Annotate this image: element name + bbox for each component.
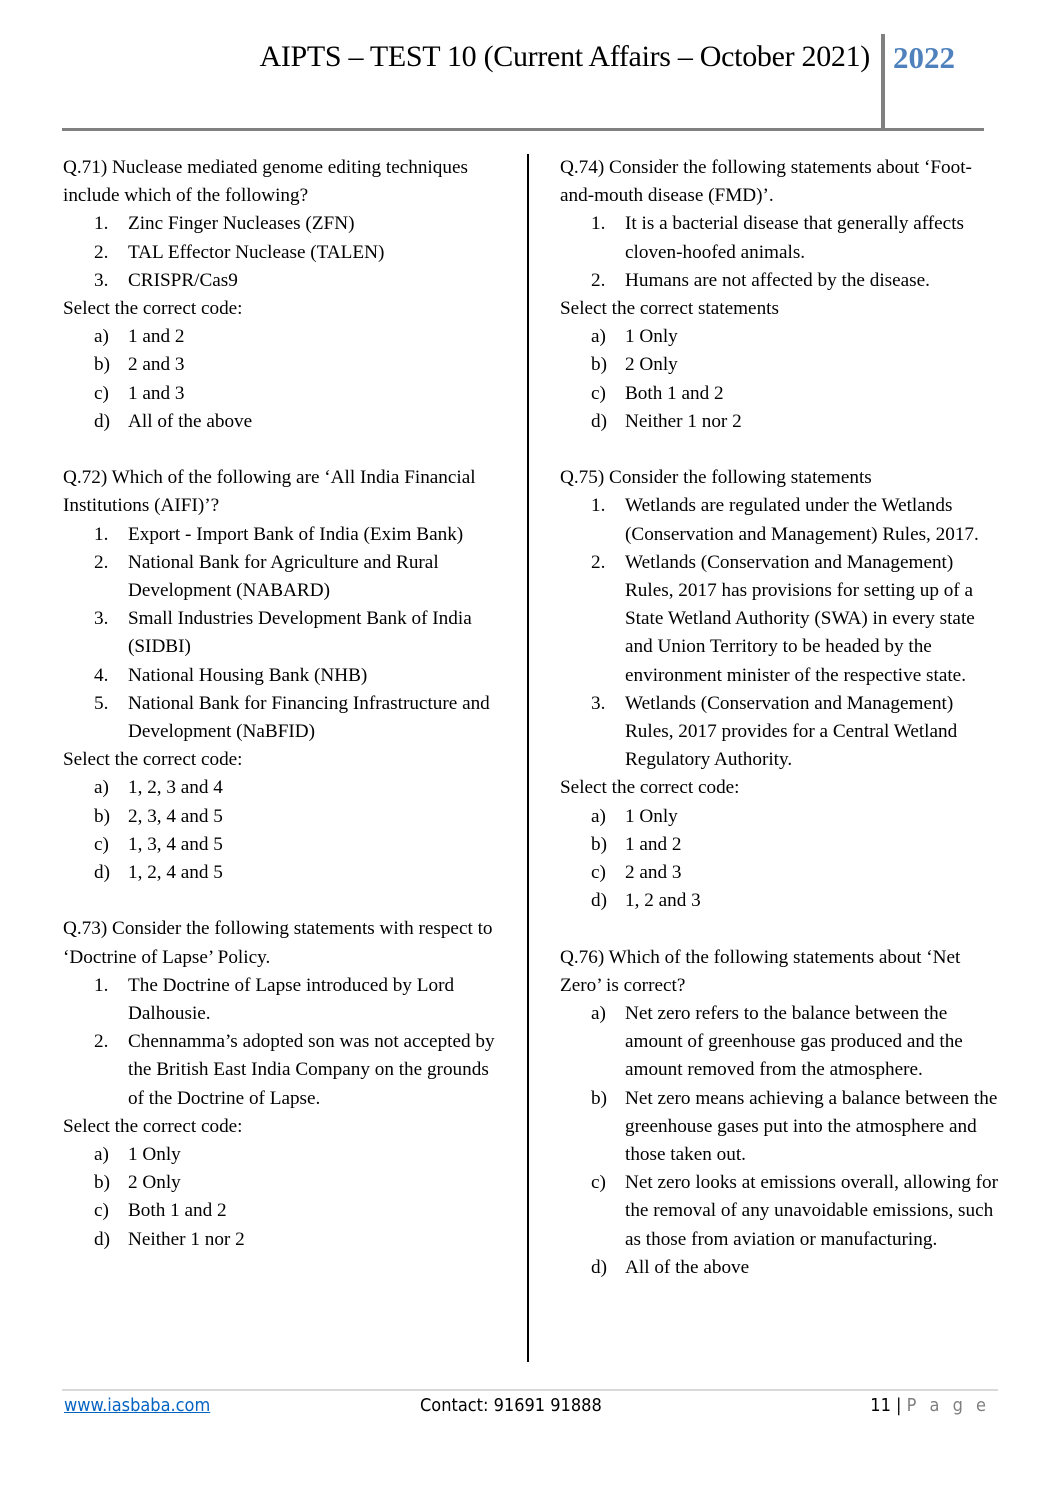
option-text: 1, 2, 3 and 4 [128,777,223,799]
option-text: Neither 1 nor 2 [128,1228,245,1250]
left-column [63,154,508,1282]
answer-prompt: Select the correct code: [560,777,740,799]
option-text: Net zero looks at emissions overall, allowing for the removal of any unavoidable emissions, such as those from aviation or manufacturing. [625,1172,999,1250]
column-divider [527,154,529,1362]
option-letter: d) [591,890,607,912]
header-divider [881,34,885,131]
statement-item [63,662,508,690]
question-stem: Q.76) Which of the following statements about ‘Net Zero’ is correct? [560,946,961,996]
answer-option [560,1254,1000,1282]
option-text: Both 1 and 2 [625,382,724,404]
option-letter: b) [591,833,607,855]
statement-item [63,605,508,661]
statement-item [63,210,508,238]
answer-option [63,323,508,351]
question-stem: Q.71) Nuclease mediated genome editing techniques include which of the following? [63,157,468,207]
answer-option [63,1169,508,1197]
answer-option [63,1141,508,1169]
question-stem: Q.74) Consider the following statements about ‘Foot-and-mouth disease (FMD)’. [560,157,972,207]
statement-number: 1. [94,523,109,545]
option-text: 2, 3, 4 and 5 [128,805,223,827]
contact-info: Contact: 91691 91888 [420,1395,602,1416]
option-text: 1 Only [625,805,678,827]
answer-option [63,380,508,408]
option-text: Neither 1 nor 2 [625,410,742,432]
answer-option [560,1085,1000,1170]
statement-item [560,210,1000,266]
answer-option [560,1000,1000,1085]
option-letter: a) [94,777,109,799]
option-letter: c) [591,382,606,404]
statement-number: 1. [591,495,606,517]
page-label: P a g e [906,1395,990,1416]
header-rule [62,128,984,131]
option-text: 1 and 2 [625,833,682,855]
question-stem: Q.73) Consider the following statements with respect to ‘Doctrine of Lapse’ Policy. [63,918,493,968]
option-letter: d) [591,1256,607,1278]
option-letter: a) [591,326,606,348]
statement-text: National Bank for Financing Infrastructure and Development (NaBFID) [128,692,490,743]
statement-item [63,239,508,267]
right-column [560,154,1000,1310]
statement-item [63,1028,508,1113]
statement-number: 3. [94,608,109,630]
option-letter: b) [591,1087,607,1109]
option-text: Net zero refers to the balance between the amount of greenhouse gas produced and the amount removed from the atmosphere. [625,1003,963,1081]
statement-item [63,267,508,295]
statement-text: Wetlands (Conservation and Management) Rules, 2017 has provisions for setting up of a State Wetland Authority (SWA) in every state and Union Territory to be headed by the environment minister of the respective state. [625,551,975,686]
page-number: 11 [870,1395,891,1416]
statement-text: Humans are not affected by the disease. [625,269,930,291]
question-block [63,464,508,887]
statement-text: It is a bacterial disease that generally affects cloven-hoofed animals. [625,213,964,263]
option-letter: c) [94,1200,109,1222]
answer-option [560,831,1000,859]
statement-number: 2. [591,551,606,573]
answer-option [560,859,1000,887]
answer-option [63,831,508,859]
answer-prompt: Select the correct code: [63,749,243,771]
answer-option [63,351,508,379]
option-letter: c) [591,862,606,884]
answer-option [560,351,1000,379]
statement-text: Export - Import Bank of India (Exim Bank) [128,523,464,545]
question-block [560,154,1000,436]
statement-number: 3. [94,269,109,291]
statement-text: Zinc Finger Nucleases (ZFN) [128,213,355,235]
option-letter: c) [94,382,109,404]
option-letter: b) [94,805,110,827]
option-text: 1 and 2 [128,326,185,348]
answer-option [560,380,1000,408]
statement-text: The Doctrine of Lapse introduced by Lord Dalhousie. [128,974,455,1025]
answer-option [560,408,1000,436]
statement-text: CRISPR/Cas9 [128,269,238,291]
answer-option [63,774,508,802]
option-letter: d) [94,862,110,884]
statement-number: 3. [591,692,606,714]
option-letter: d) [591,410,607,432]
option-text: 1 Only [128,1144,181,1166]
answer-prompt: Select the correct statements [560,298,779,320]
option-letter: d) [94,410,110,432]
option-letter: c) [591,1172,606,1194]
website-link[interactable]: www.iasbaba.com [64,1395,211,1416]
option-text: All of the above [625,1256,750,1278]
option-text: 2 and 3 [625,862,682,884]
statement-item [560,690,1000,775]
answer-prompt: Select the correct code: [63,298,243,320]
answer-option [63,408,508,436]
answer-option [560,323,1000,351]
option-letter: d) [94,1228,110,1250]
option-text: All of the above [128,410,253,432]
page-indicator: 11 | P a g e [870,1395,990,1416]
statement-item [63,549,508,605]
answer-option [63,803,508,831]
question-block [560,944,1000,1282]
statement-item [560,549,1000,690]
question-block [63,154,508,436]
question-stem: Q.75) Consider the following statements [560,467,872,489]
statement-text: TAL Effector Nuclease (TALEN) [128,241,385,263]
statement-text: Small Industries Development Bank of India (SIDBI) [128,608,472,658]
option-letter: b) [94,1172,110,1194]
option-text: Both 1 and 2 [128,1200,227,1222]
option-letter: c) [94,833,109,855]
option-text: 1 Only [625,326,678,348]
answer-option [63,1226,508,1254]
question-stem: Q.72) Which of the following are ‘All India Financial Institutions (AIFI)’? [63,467,476,517]
option-letter: b) [591,354,607,376]
option-letter: a) [591,1003,606,1025]
statement-number: 2. [591,269,606,291]
statement-number: 2. [94,1031,109,1053]
statement-number: 1. [94,213,109,235]
statement-text: Wetlands (Conservation and Management) Rules, 2017 provides for a Central Wetland Regulatory Authority. [625,692,958,771]
option-text: 1 and 3 [128,382,185,404]
answer-option [560,803,1000,831]
statement-item [560,267,1000,295]
statement-item [63,521,508,549]
option-letter: a) [94,1144,109,1166]
statement-number: 2. [94,241,109,263]
option-letter: a) [591,805,606,827]
answer-option [560,887,1000,915]
statement-text: National Housing Bank (NHB) [128,664,368,686]
question-block [560,464,1000,915]
statement-text: National Bank for Agriculture and Rural Development (NABARD) [128,551,439,602]
document-title: AIPTS – TEST 10 (Current Affairs – October 2021) [259,40,870,73]
statement-text: Wetlands are regulated under the Wetlands (Conservation and Management) Rules, 2017. [625,495,979,545]
statement-number: 1. [94,974,109,996]
option-text: 1, 2, 4 and 5 [128,862,223,884]
option-text: 1, 3, 4 and 5 [128,833,223,855]
answer-option [63,1197,508,1225]
statement-item [560,492,1000,548]
statement-item [63,690,508,746]
option-text: Net zero means achieving a balance between the greenhouse gases put into the atmosphere and those taken out. [625,1087,998,1166]
answer-prompt: Select the correct code: [63,1115,243,1137]
header-year: 2022 [893,40,955,75]
option-text: 1, 2 and 3 [625,890,701,912]
option-letter: b) [94,354,110,376]
statement-text: Chennamma’s adopted son was not accepted by the British East India Company on the grounds of the Doctrine of Lapse. [128,1031,495,1109]
option-text: 2 Only [128,1172,181,1194]
option-text: 2 and 3 [128,354,185,376]
statement-number: 2. [94,551,109,573]
statement-number: 4. [94,664,109,686]
option-text: 2 Only [625,354,678,376]
answer-option [560,1169,1000,1254]
statement-item [63,972,508,1028]
footer-rule [62,1389,998,1391]
statement-number: 5. [94,692,109,714]
statement-number: 1. [591,213,606,235]
answer-option [63,859,508,887]
option-letter: a) [94,326,109,348]
question-block [63,915,508,1253]
